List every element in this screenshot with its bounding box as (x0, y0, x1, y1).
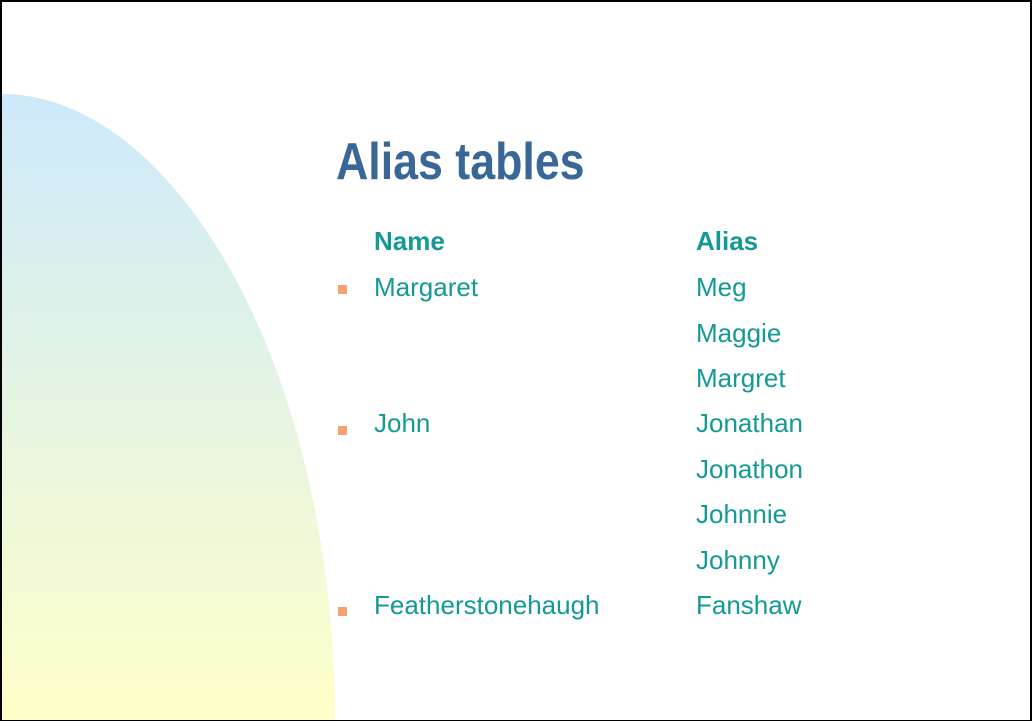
alias-cell: Margret (696, 363, 786, 393)
name-cell: Margaret (374, 272, 479, 302)
alias-column-header: Alias (696, 226, 759, 256)
alias-cell: Johnny (696, 545, 780, 575)
name-column-header: Name (374, 226, 445, 256)
alias-cell: Johnnie (696, 499, 788, 529)
alias-cell: Meg (696, 272, 747, 302)
alias-cell: Jonathan (696, 408, 803, 438)
alias-cell: Fanshaw (696, 590, 802, 620)
name-cell: Featherstonehaugh (374, 590, 600, 620)
name-cell: John (374, 408, 431, 438)
square-bullet-icon (338, 607, 347, 616)
square-bullet-icon (338, 426, 347, 435)
alias-cell: Jonathon (696, 454, 803, 484)
decorative-gradient-shape (2, 2, 342, 721)
slide-title: Alias tables (336, 133, 585, 191)
alias-cell: Maggie (696, 318, 782, 348)
square-bullet-icon (338, 285, 347, 294)
